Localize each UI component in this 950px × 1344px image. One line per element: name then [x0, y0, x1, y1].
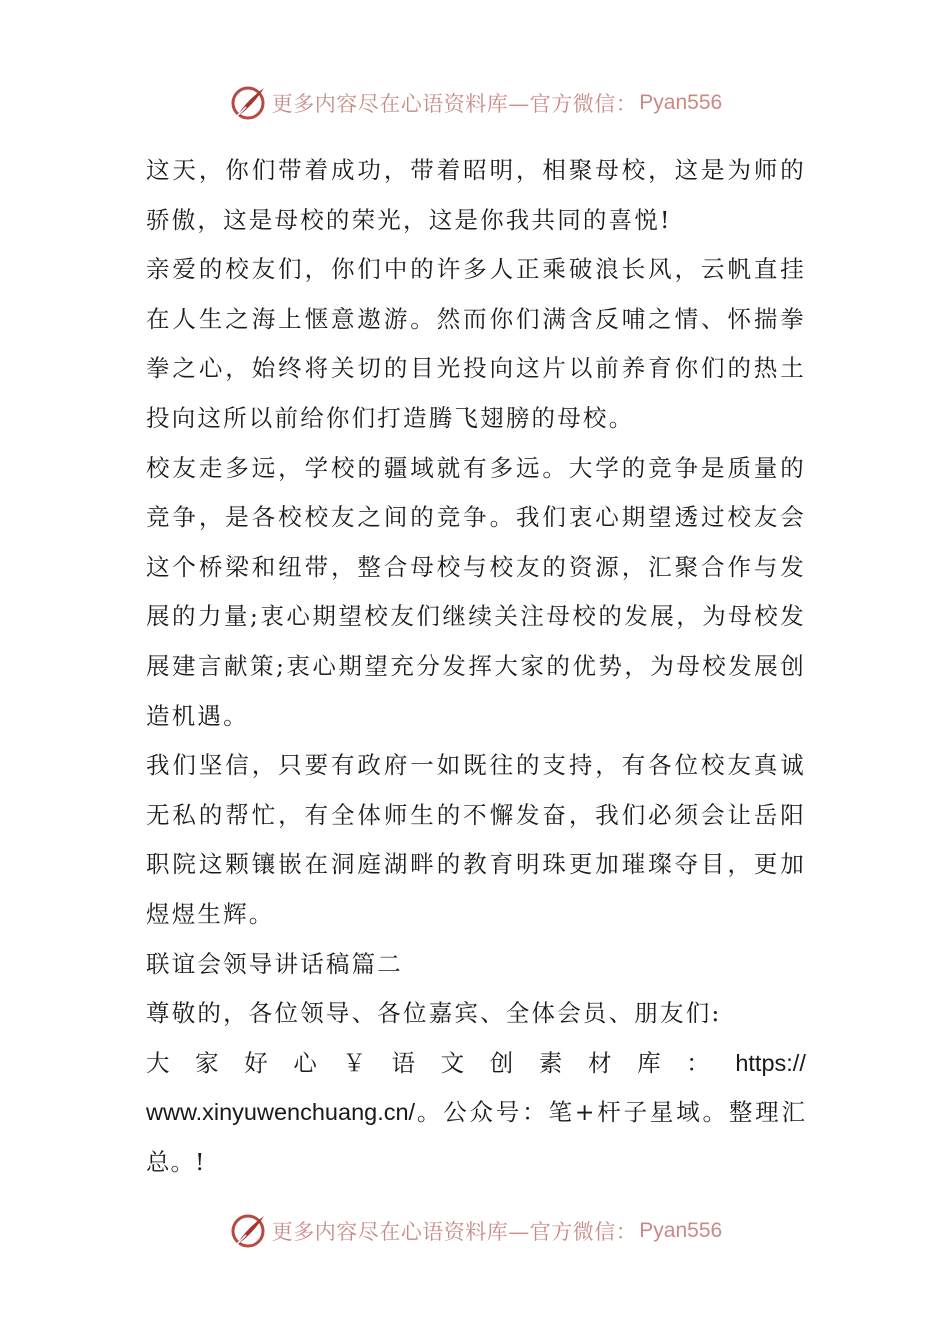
promo-char: 大	[146, 1048, 170, 1077]
promo-char: 材	[587, 1048, 612, 1077]
banner-text: 更多内容尽在心语资料库—官方微信：	[271, 1220, 638, 1244]
banner-wechat-id: Pyan556	[639, 1219, 723, 1242]
paragraph: 亲爱的校友们，你们中的许多人正乘破浪长风，云帆直挂在人生之海上惬意遨游。然而你们满含反哺之情、怀揣拳拳之心，始终将关切的目光投向这片以前养育你们的热土投向这所以前给你们打造腾飞翅膀的母校。	[146, 255, 806, 432]
promo-char: 素	[538, 1048, 563, 1077]
paragraph: 我们坚信，只要有政府一如既往的支持，有各位校友真诚无私的帮忙，有全体师生的不懈发奋，我们必须会让岳阳职院这颗镶嵌在洞庭湖畔的教育明珠更加璀璨夺目，更加煜煜生辉。	[146, 751, 806, 928]
promo-char: 库	[637, 1048, 661, 1077]
promo-char: 家	[195, 1048, 219, 1077]
promo-char: 心	[293, 1048, 317, 1077]
promo-paragraph	[146, 1039, 806, 1188]
promo-char: 好	[244, 1048, 268, 1077]
promo-char: ￥	[342, 1048, 366, 1077]
promo-char: 语	[391, 1048, 416, 1077]
banner-text: 更多内容尽在心语资料库—官方微信：	[271, 92, 638, 116]
promo-char: 创	[489, 1048, 514, 1077]
promo-char: ：	[686, 1048, 710, 1077]
paragraph: 校友走多远，学校的疆域就有多远。大学的竞争是质量的竞争，是各校校友之间的竞争。我们衷心期望透过校友会这个桥梁和纽带，整合母校与校友的资源，汇聚合作与发展的力量;衷心期望校友们继续关注母校的发展，为母校发展建言献策;衷心期望充分发挥大家的优势，为母校发展创造机遇。	[146, 453, 806, 730]
header-banner	[0, 80, 950, 126]
paragraph: 这天，你们带着成功，带着昭明，相聚母校，这是为师的骄傲，这是母校的荣光，这是你我共同的喜悦!	[146, 156, 806, 234]
document-body	[146, 146, 806, 1187]
banner-wechat-id: Pyan556	[639, 91, 723, 114]
promo-url: www.xinyuwenchuang.cn/	[146, 1099, 416, 1126]
quill-logo-icon	[228, 83, 268, 123]
promo-char: 文	[440, 1048, 465, 1077]
quill-logo-icon	[228, 1211, 268, 1251]
promo-tail: 。公众号：笔+杆子星域。整理汇总。!	[146, 1098, 806, 1176]
section-heading: 联谊会领导讲话稿篇二	[146, 949, 403, 978]
promo-continuation	[146, 1088, 806, 1187]
salutation: 尊敬的，各位领导、各位嘉宾、全体会员、朋友们:	[146, 999, 722, 1028]
promo-line	[146, 1039, 806, 1089]
footer-banner	[0, 1208, 950, 1254]
promo-url-start: https://	[735, 1049, 806, 1076]
